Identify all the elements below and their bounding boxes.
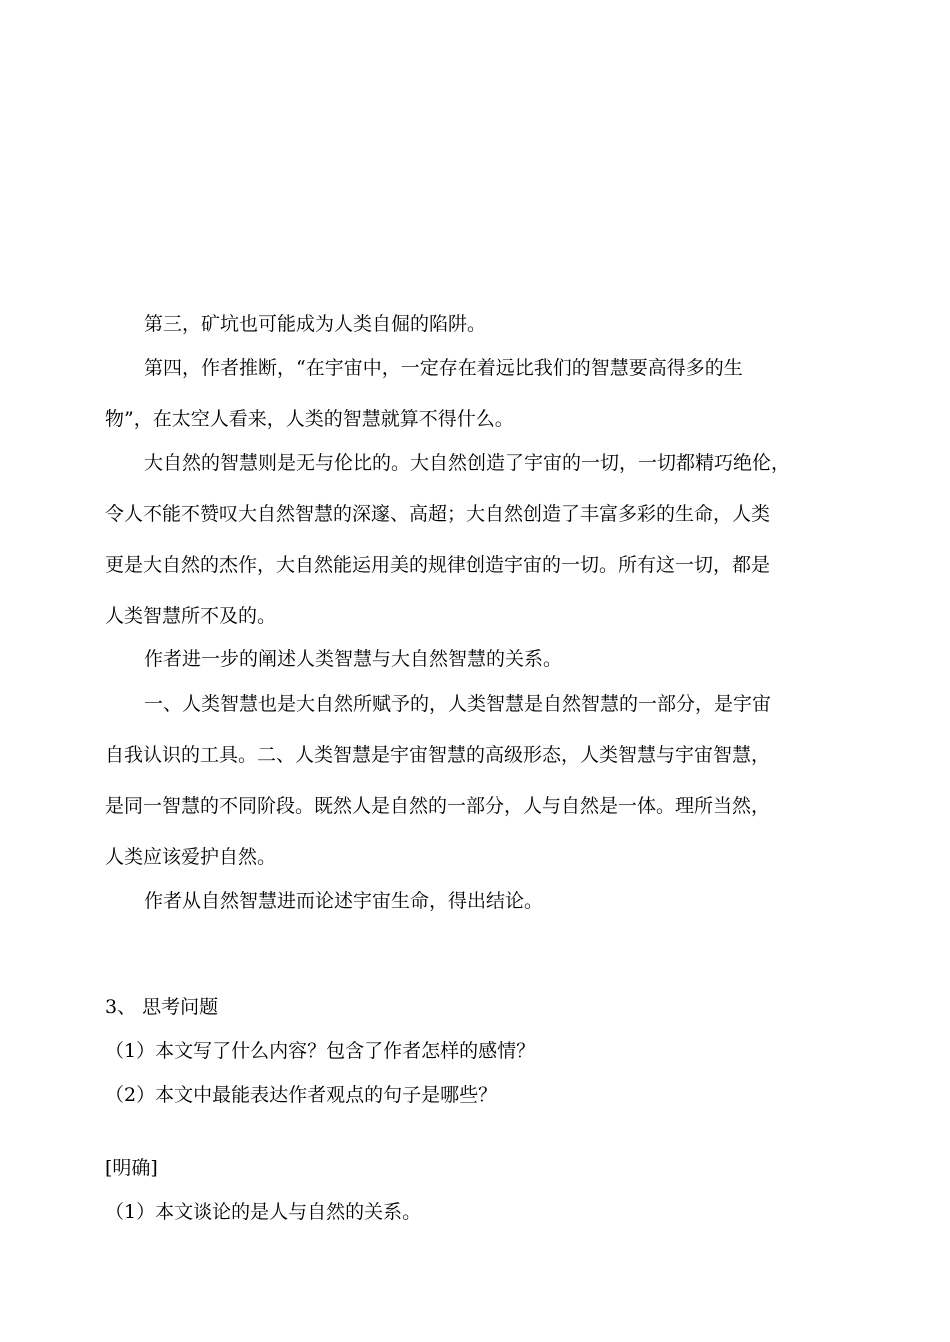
paragraph-p5-line-2: 自我认识的工具。二、人类智慧是宇宙智慧的高级形态，人类智慧与宇宙智慧， [105,744,771,766]
paragraph-p3-line-1: 大自然的智慧则是无与伦比的。大自然创造了宇宙的一切，一切都精巧绝伦， [144,452,791,474]
paragraph-p2-line-2: 物”，在太空人看来，人类的智慧就算不得什么。 [105,408,514,430]
question-1: （1）本文写了什么内容？包含了作者怎样的感情？ [105,1040,536,1062]
paragraph-p4-line-1: 作者进一步的阐述人类智慧与大自然智慧的关系。 [144,648,563,670]
section-heading: 3、 思考问题 [105,996,219,1018]
paragraph-p1-line-1: 第三，矿坑也可能成为人类自倔的陷阱。 [144,313,487,335]
paragraph-p2-line-1: 第四，作者推断，“在宇宙中，一定存在着远比我们的智慧要高得多的生 [144,357,743,379]
paragraph-p3-line-3: 更是大自然的杰作，大自然能运用美的规律创造宇宙的一切。所有这一切，都是 [105,554,771,576]
paragraph-p5-line-4: 人类应该爱护自然。 [105,846,277,868]
paragraph-p3-line-4: 人类智慧所不及的。 [105,605,277,627]
paragraph-p3-line-2: 令人不能不赞叹大自然智慧的深邃、高超；大自然创造了丰富多彩的生命，人类 [105,503,771,525]
paragraph-p5-line-1: 一、人类智慧也是大自然所赋予的，人类智慧是自然智慧的一部分，是宇宙 [144,693,772,715]
answer-heading: [明确] [105,1157,158,1179]
paragraph-p5-line-3: 是同一智慧的不同阶段。既然人是自然的一部分，人与自然是一体。理所当然， [105,795,771,817]
answer-1: （1）本文谈论的是人与自然的关系。 [105,1201,422,1223]
question-2: （2）本文中最能表达作者观点的句子是哪些？ [105,1084,498,1106]
paragraph-p6-line-1: 作者从自然智慧进而论述宇宙生命，得出结论。 [144,890,544,912]
